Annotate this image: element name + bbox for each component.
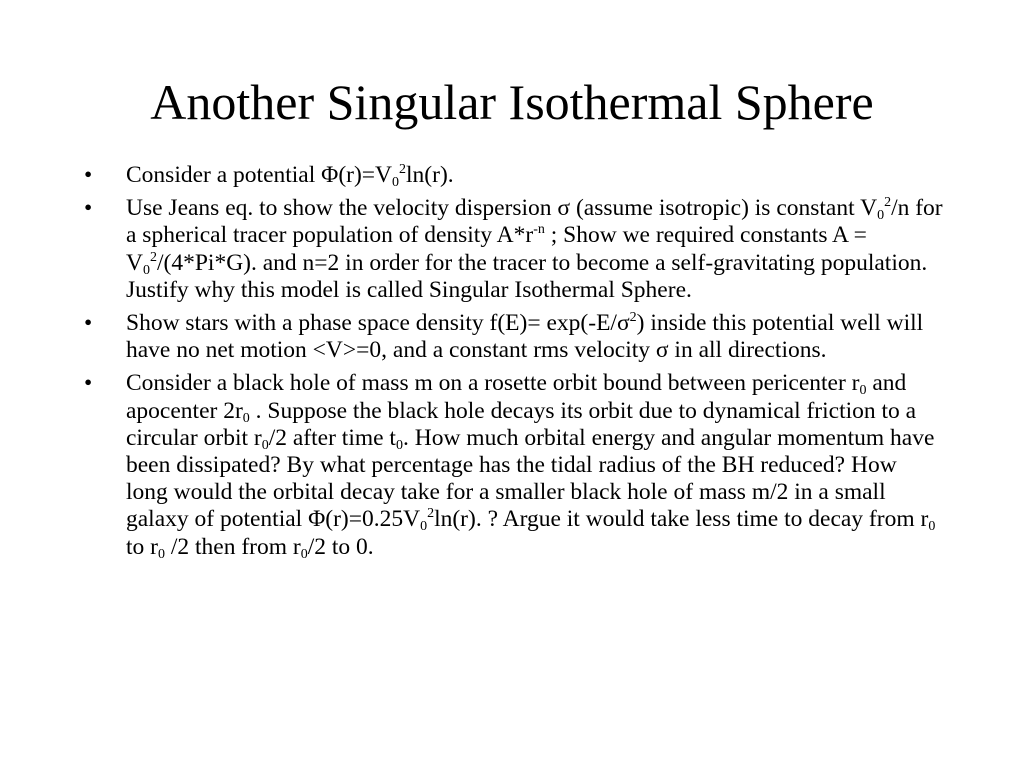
bullet-marker: • xyxy=(84,370,93,397)
bullet-text-1: Consider a potential $\Phi(r)=V_0^2\ln(r)$. xyxy=(126,162,454,190)
bullet-marker: • xyxy=(84,162,93,188)
bullet-marker: • xyxy=(84,310,93,337)
bullet-item-3 xyxy=(84,310,944,364)
slide-title: Another Singular Isothermal Sphere xyxy=(150,74,874,130)
bullet-text-3: Show stars with a phase space density $f(E)= \exp(-E/\sigma^2)$ inside this potential well will have no net motion <V>=0, and a constant rms velocity σ in all directions. xyxy=(126,310,924,364)
bullet-text-4: Consider a black hole of mass m on a rosette orbit bound between pericenter $r_0$ and apocenter $2r_0$ . Suppose the black hole decays its orbit due to dynamical friction to a circular orbit $r_0/2$ after time $t_0$. How much orbital energy and angular momentum have been dissipated? By what percentage has the tidal radius of the BH reduced? How long would the orbital decay take for a smaller black hole of mass m/2 in a small galaxy of potential $\Phi(r)=0.25V_0^2\ln(r)$. ? Argue it would take less time to decay from $r_0$ to $r_0$ /2 then from $r_0/2$ to 0. xyxy=(126,370,936,562)
bullet-item-1 xyxy=(84,162,944,189)
bullet-item-2 xyxy=(84,195,944,304)
bullet-marker: • xyxy=(84,195,93,222)
bullet-item-4 xyxy=(84,370,944,560)
bullet-list xyxy=(84,162,944,567)
bullet-text-2: Use Jeans eq. to show the velocity dispersion σ (assume isotropic) is constant $V_0^2/n$ for a spherical tracer population of density $A*r^{-n}$ ; Show we required constants $A = V_0^2/(4*Pi*G)$. and n=2 in order for the tracer to become a self-gravitating population. Justify why this model is called Singular Isothermal Sphere. xyxy=(126,195,943,303)
